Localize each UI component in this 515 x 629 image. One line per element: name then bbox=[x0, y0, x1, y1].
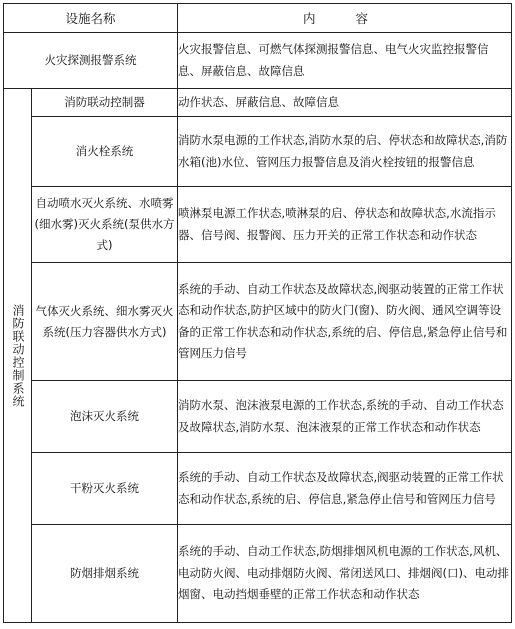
row-name: 火灾探测报警系统 bbox=[4, 33, 178, 89]
table-row bbox=[4, 187, 512, 263]
row-content: 系统的手动、自动工作状态及故障状态,阀驱动装置的正常工作状态和动作状态,防护区域中的防火门(窗)、防火阀、通风空调等设备的正常工作状态和动作状态,系统的启、停信息,紧急停止信号和管网压力信号 bbox=[178, 263, 512, 381]
table-row bbox=[4, 263, 512, 381]
table-row bbox=[4, 89, 512, 117]
row-content: 喷淋泵电源工作状态,喷淋泵的启、停状态和故障状态,水流指示器、信号阀、报警阀、压力开关的正常工作状态和动作状态 bbox=[178, 187, 512, 263]
table-row bbox=[4, 453, 512, 525]
row-name: 泡沫灭火系统 bbox=[32, 381, 178, 453]
row-content: 消防水泵、泡沫液泵电源的工作状态,系统的手动、自动工作状态及故障状态,消防水泵、泡沫液泵的正常工作状态和动作状态 bbox=[178, 381, 512, 453]
row-content: 消防水泵电源的工作状态,消防水泵的启、停状态和故障状态,消防水箱(池)水位、管网压力报警信息及消火栓按钮的报警信息 bbox=[178, 117, 512, 187]
row-content: 火灾报警信息、可燃气体探测报警信息、电气火灾监控报警信息、屏蔽信息、故障信息 bbox=[178, 33, 512, 89]
row-name: 消火栓系统 bbox=[32, 117, 178, 187]
row-content: 系统的手动、自动工作状态及故障状态,阀驱动装置的正常工作状态和动作状态,系统的启、停信息,紧急停止信号和管网压力信号 bbox=[178, 453, 512, 525]
row-name: 自动喷水灭火系统、水喷雾(细水雾)灭火系统(泵供水方式) bbox=[32, 187, 178, 263]
row-name: 气体灭火系统、细水雾灭火系统(压力容器供水方式) bbox=[32, 263, 178, 381]
header-content-label: 内 容 bbox=[303, 11, 386, 26]
table-row bbox=[4, 33, 512, 89]
row-name: 消防联动控制器 bbox=[32, 89, 178, 117]
group-label-text: 消防联动控制系统 bbox=[11, 303, 25, 408]
facility-info-table bbox=[3, 3, 512, 623]
row-name: 干粉灭火系统 bbox=[32, 453, 178, 525]
table-row bbox=[4, 381, 512, 453]
table-row bbox=[4, 117, 512, 187]
header-row bbox=[4, 4, 512, 33]
group-label-linkage-control bbox=[4, 89, 32, 623]
table-row bbox=[4, 525, 512, 623]
row-content: 系统的手动、自动工作状态,防烟排烟风机电源的工作状态,风机、电动防火阀、电动排烟防火阀、常闭送风口、排烟阀(口)、电动排烟窗、电动挡烟垂壁的正常工作状态和动作状态 bbox=[178, 525, 512, 623]
header-facility-name: 设施名称 bbox=[4, 4, 178, 33]
row-name: 防烟排烟系统 bbox=[32, 525, 178, 623]
header-content bbox=[178, 4, 512, 33]
row-content: 动作状态、屏蔽信息、故障信息 bbox=[178, 89, 512, 117]
